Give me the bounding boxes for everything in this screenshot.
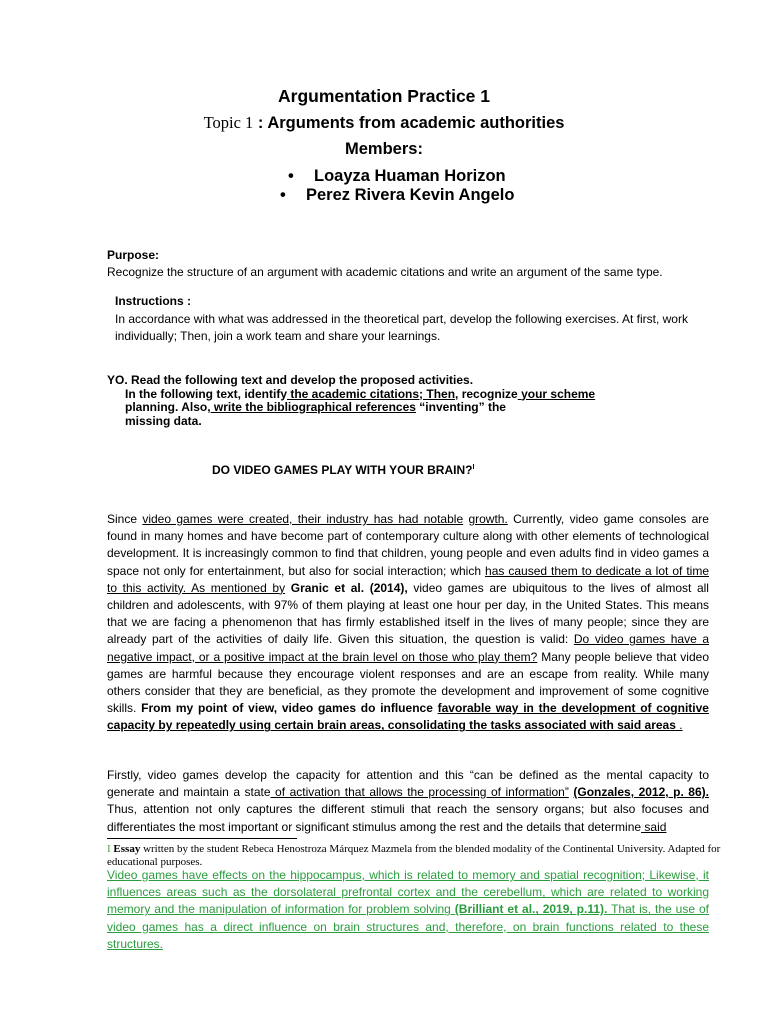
essay-paragraph-2: [107, 767, 709, 836]
topic-prefix: Topic 1: [203, 113, 254, 132]
green-continuation-paragraph: [107, 867, 709, 953]
footnote-bold: Essay: [113, 843, 141, 855]
activity-line-2: [107, 388, 627, 402]
activity-line-3: [107, 401, 627, 415]
essay-paragraph-1: [107, 511, 709, 735]
text-run: Currently, video game consoles are found in many homes and have become part of contemporary culture along with other elements of technological development. It is increasingly common to find that children, young people and even adults find in video games a space not only for entertainment, but also for social interaction; which: [107, 512, 709, 578]
activity-text: “inventing” the: [415, 400, 506, 414]
activity-underlined: your scheme: [517, 386, 596, 401]
text-run: video games are ubiquitous to the lives of almost all children and adolescents, with 97% of them playing at least one hour per day, in the United States. This means that we are facing a phenomenon that has firmly established itself in the lives of many people; since they are already part of the activities of daily life. Given this situation, the question is valid:: [107, 580, 709, 647]
text-run: That is, the use of video games has a direct influence on brain structures and, therefore, on brain functions related to these structures.: [107, 902, 709, 951]
citation-run: Granic et al. (2014),: [290, 580, 408, 595]
essay-title-text: DO VIDEO GAMES PLAY WITH YOUR BRAIN?: [212, 463, 473, 477]
underlined-question: Do video games have a negative impact, or a positive impact at the brain level on those who play them?: [107, 632, 710, 664]
thesis-underlined: favorable way in the development of cognitive capacity by repeatedly using certain brain areas, consolidating the tasks associated with said areas: [107, 701, 709, 733]
member-item: [280, 186, 514, 205]
bullet-icon: •: [280, 186, 286, 204]
footnote-text: written by the student Rebeca Henostroza Márquez Mazmela from the blended modality of the Continental University. Adapted for educational purposes.: [107, 843, 721, 868]
underlined-run: growth.: [468, 512, 508, 526]
underlined-run: has caused them to dedicate a lot of time to this activity. As mentioned by: [107, 563, 710, 595]
footnote-marker: I: [472, 464, 475, 471]
member-item: [288, 167, 506, 186]
activity-underlined: the academic citations; Then,: [287, 386, 459, 401]
purpose-text: Recognize the structure of an argument with academic citations and write an argument of the same type.: [107, 265, 663, 279]
citation-run: (Gonzales, 2012, p. 86).: [573, 785, 709, 800]
activity-text: In the following text, identify: [125, 386, 287, 401]
member-name: Perez Rivera Kevin Angelo: [306, 186, 515, 204]
activity-line-1: YO. Read the following text and develop the proposed activities.: [107, 373, 474, 387]
topic-heading: [0, 113, 768, 133]
text-run: Firstly, video games develop the capacity for attention and this “can be defined as the mental capacity to generate and maintain a state: [107, 768, 709, 800]
citation-run: (Brilliant et al., 2019, p.11).: [454, 902, 608, 917]
purpose-label: Purpose:: [107, 248, 160, 262]
topic-text: : Arguments from academic authorities: [253, 114, 565, 132]
footnote-separator: [107, 838, 297, 839]
member-name: Loayza Huaman Horizon: [314, 167, 506, 185]
footnote-marker: I: [107, 843, 111, 855]
text-run: Many people believe that video games are harmful because they encourage violent responses and are an escape from reality. While many others consider that they are beneficial, as they promote the development and improvement of some cognitive skills.: [107, 649, 709, 716]
text-run: Thus, attention not only captures the different stimuli that reach the sensory organs; but also focuses and differentiates the most important or significant stimulus among the rest and the details that determine: [107, 802, 709, 834]
bullet-icon: •: [288, 167, 294, 185]
essay-title: [212, 463, 474, 477]
activity-instructions: [107, 374, 627, 428]
underlined-run: said: [641, 819, 667, 834]
instructions-text: In accordance with what was addressed in the theoretical part, develop the following exercises. At first, work individually; Then, join a work team and share your learnings.: [115, 312, 688, 343]
document-title: Argumentation Practice 1: [278, 86, 490, 106]
underlined-run: .: [675, 718, 683, 733]
activity-line-4: missing data.: [125, 413, 202, 428]
activity-underlined: write the bibliographical references: [210, 400, 416, 414]
text-run: Video games have effects on the hippocampus, which is related to memory and spatial recognition; Likewise, it influences areas such as the dorsolateral prefrontal cortex and the cerebellum, which are related to working memory and the manipulation of information for problem solving: [107, 868, 709, 917]
activity-text: recognize: [458, 386, 518, 401]
footnote: [107, 843, 727, 869]
thesis-run: From my point of view, video games do influence: [141, 701, 438, 716]
members-label: Members:: [345, 140, 423, 158]
text-run: Since: [107, 512, 143, 526]
activity-text: planning. Also,: [125, 400, 211, 414]
underlined-run: of activation that allows the processing of information”: [270, 785, 569, 800]
instructions-label: Instructions :: [115, 294, 192, 308]
underlined-run: video games were created, their industry has had notable: [142, 512, 464, 526]
